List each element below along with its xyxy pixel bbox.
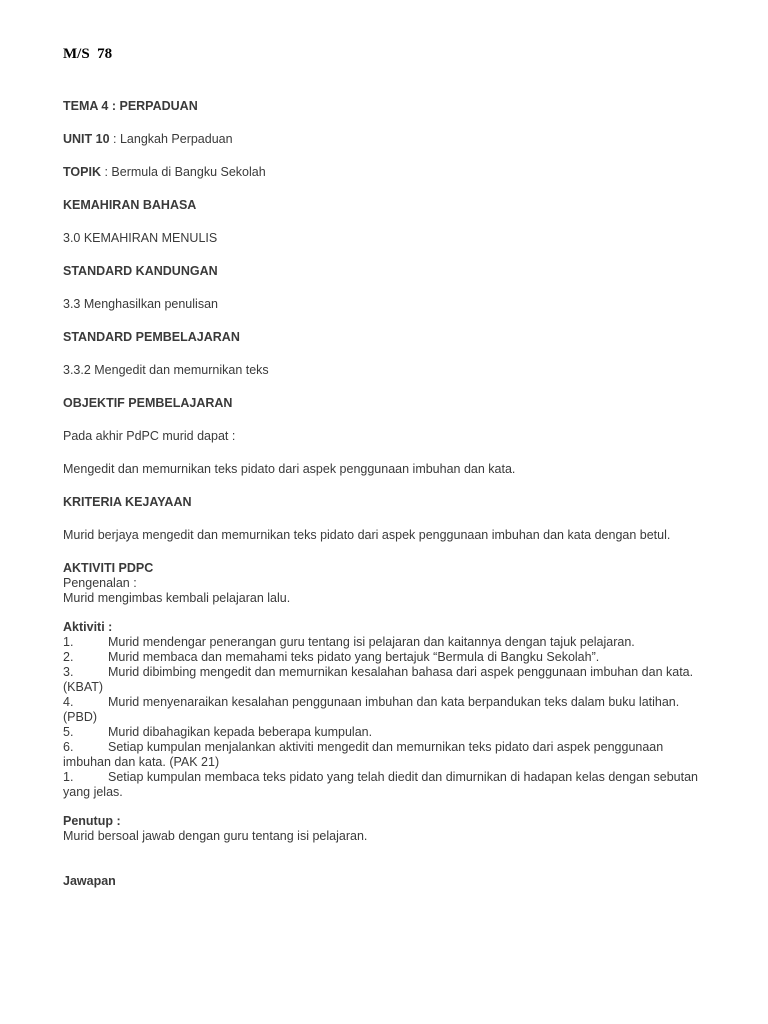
list-item-continuation: (PBD) xyxy=(63,710,98,724)
standard-pembelajaran-value: 3.3.2 Mengedit dan memurnikan teks xyxy=(63,363,269,377)
penutup-value: Murid bersoal jawab dengan guru tentang isi pelajaran. xyxy=(63,829,368,843)
objektif-intro: Pada akhir PdPC murid dapat : xyxy=(63,429,236,443)
pengenalan-value: Murid mengimbas kembali pelajaran lalu. xyxy=(63,591,291,605)
aktiviti-label: Aktiviti : xyxy=(63,620,113,634)
list-item-continuation: (KBAT) xyxy=(63,680,104,694)
topik-value: : Bermula di Bangku Sekolah xyxy=(100,165,266,179)
topik-line xyxy=(63,165,266,180)
page-number: M/S 78 xyxy=(63,46,113,62)
list-item: 2. Murid membaca dan memahami teks pidato yang bertajuk “Bermula di Bangku Sekolah”. xyxy=(63,650,600,664)
pengenalan-label: Pengenalan : xyxy=(63,576,137,590)
aktiviti-list xyxy=(63,635,723,800)
standard-kandungan-heading: STANDARD KANDUNGAN xyxy=(63,264,218,278)
list-item: 4. Murid menyenaraikan kesalahan penggunaan imbuhan dan kata berpandukan teks dalam buku latihan. xyxy=(63,695,680,709)
standard-pembelajaran-heading: STANDARD PEMBELAJARAN xyxy=(63,330,240,344)
list-item: 5. Murid dibahagikan kepada beberapa kumpulan. xyxy=(63,725,373,739)
list-item: 3. Murid dibimbing mengedit dan memurnikan kesalahan bahasa dari aspek penggunaan imbuhan dan kata. xyxy=(63,665,694,679)
kriteria-heading: KRITERIA KEJAYAAN xyxy=(63,495,192,509)
tema-heading: TEMA 4 : PERPADUAN xyxy=(63,99,198,113)
objektif-value: Mengedit dan memurnikan teks pidato dari aspek penggunaan imbuhan dan kata. xyxy=(63,462,516,476)
list-item: 6. Setiap kumpulan menjalankan aktiviti mengedit dan memurnikan teks pidato dari aspek penggunaan xyxy=(63,740,664,754)
standard-kandungan-value: 3.3 Menghasilkan penulisan xyxy=(63,297,218,311)
kemahiran-value: 3.0 KEMAHIRAN MENULIS xyxy=(63,231,218,245)
unit-value: : Langkah Perpaduan xyxy=(109,132,233,146)
unit-line xyxy=(63,132,233,147)
kriteria-value: Murid berjaya mengedit dan memurnikan teks pidato dari aspek penggunaan imbuhan dan kata dengan betul. xyxy=(63,528,671,542)
aktiviti-heading: AKTIVITI PDPC xyxy=(63,561,154,575)
list-item: 1. Setiap kumpulan membaca teks pidato yang telah diedit dan dimurnikan di hadapan kelas dengan sebutan xyxy=(63,770,698,784)
kemahiran-heading: KEMAHIRAN BAHASA xyxy=(63,198,197,212)
topik-label: TOPIK xyxy=(63,165,101,179)
list-item-continuation: imbuhan dan kata. (PAK 21) xyxy=(63,755,220,769)
penutup-label: Penutup : xyxy=(63,814,121,828)
unit-label: UNIT 10 xyxy=(63,132,110,146)
objektif-heading: OBJEKTIF PEMBELAJARAN xyxy=(63,396,233,410)
list-item: 1. Murid mendengar penerangan guru tentang isi pelajaran dan kaitannya dengan tajuk pelajaran. xyxy=(63,635,635,649)
list-item-continuation: yang jelas. xyxy=(63,785,123,799)
jawapan-label: Jawapan xyxy=(63,874,116,888)
